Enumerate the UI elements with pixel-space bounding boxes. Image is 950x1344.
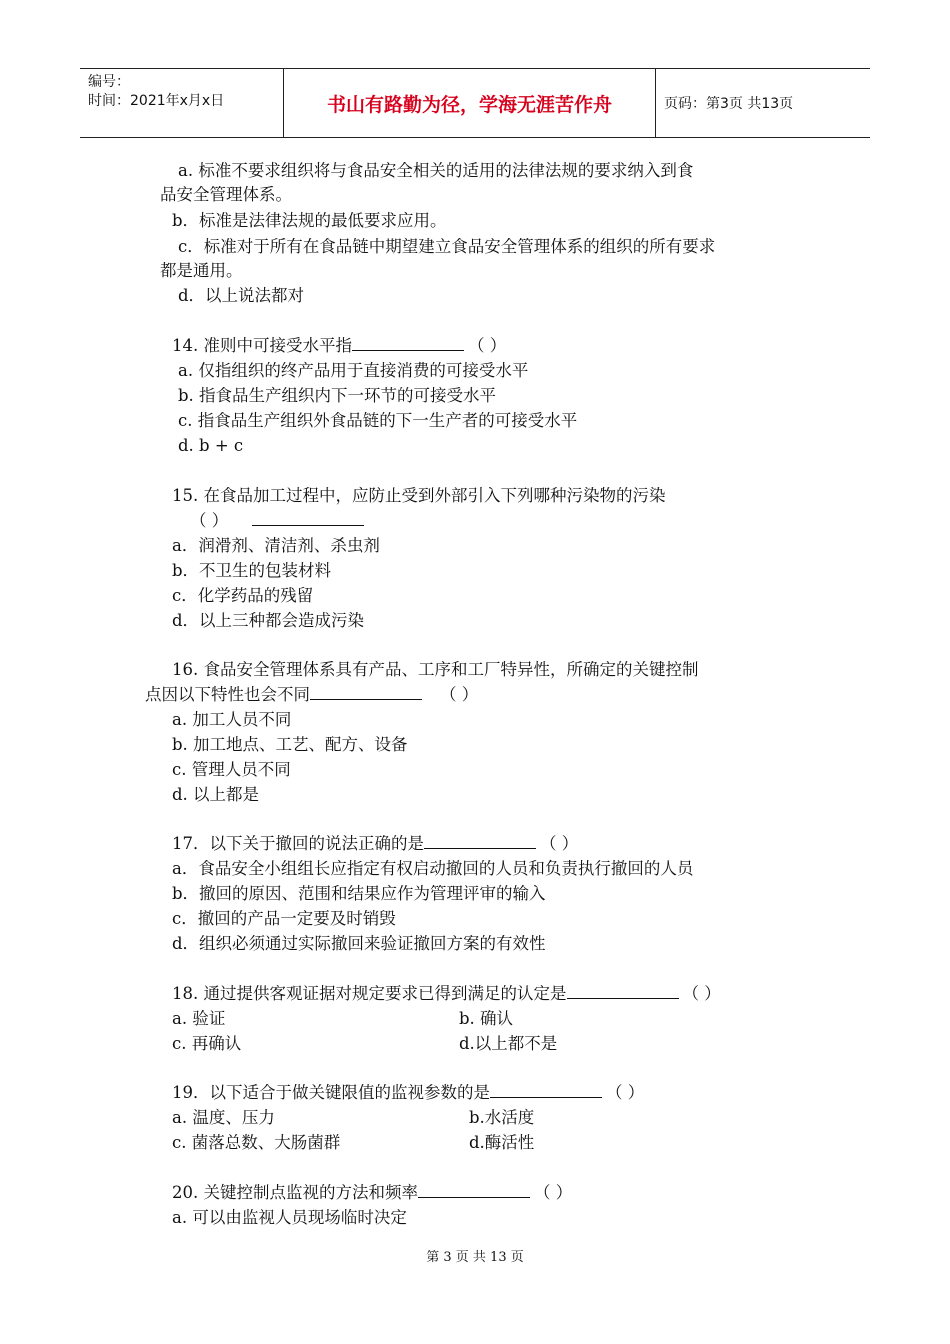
option-text: 品安全管理体系。 bbox=[160, 185, 292, 204]
header-meta bbox=[80, 69, 283, 137]
option-text: d．以上说法都对 bbox=[178, 286, 305, 305]
option-text: c．标准对于所有在食品链中期望建立食品安全管理体系的组织的所有要求 bbox=[178, 237, 716, 256]
option-a: a. 仅指组织的终产品用于直接消费的可接受水平 bbox=[178, 361, 529, 380]
option-text: a. 标准不要求组织将与食品安全相关的适用的法律法规的要求纳入到食 bbox=[178, 161, 694, 180]
answer-paren: （ ） bbox=[540, 834, 579, 853]
answer-blank bbox=[418, 1182, 530, 1198]
option-b: b.水活度 bbox=[469, 1108, 535, 1127]
option-b: b．不卫生的包装材料 bbox=[172, 561, 332, 580]
question-text: 19．以下适合于做关键限值的监视参数的是 bbox=[172, 1083, 490, 1102]
question-14 bbox=[172, 335, 506, 357]
question-15: 15. 在食品加工过程中，应防止受到外部引入下列哪种污染物的污染 bbox=[172, 486, 666, 505]
answer-paren: （ ） bbox=[682, 984, 721, 1003]
question-16-tail bbox=[145, 684, 478, 706]
header-motto: 书山有路勤为径，学海无涯苦作舟 bbox=[283, 69, 656, 137]
option-a: a. 可以由监视人员现场临时决定 bbox=[172, 1208, 407, 1227]
answer-blank bbox=[567, 983, 679, 999]
question-text: 20. 关键控制点监视的方法和频率 bbox=[172, 1183, 418, 1202]
question-16: 16. 食品安全管理体系具有产品、工序和工厂特异性，所确定的关键控制 bbox=[172, 660, 699, 679]
question-text: 18. 通过提供客观证据对规定要求已得到满足的认定是 bbox=[172, 984, 567, 1003]
option-c: c. 菌落总数、大肠菌群 bbox=[172, 1133, 341, 1152]
option-text: 都是通用。 bbox=[160, 261, 243, 280]
answer-blank bbox=[252, 510, 364, 526]
option-text: b．标准是法律法规的最低要求应用。 bbox=[172, 211, 447, 230]
header-page-info: 页码：第3页 共13页 bbox=[664, 96, 794, 112]
answer-paren: （ ） bbox=[534, 1183, 573, 1202]
option-a: a．润滑剂、清洁剂、杀虫剂 bbox=[172, 536, 380, 555]
page-header bbox=[80, 68, 870, 138]
option-c: c. 管理人员不同 bbox=[172, 760, 291, 779]
option-d: d．组织必须通过实际撤回来验证撤回方案的有效性 bbox=[172, 934, 546, 953]
page-footer: 第 3 页 共 13 页 bbox=[426, 1250, 524, 1265]
question-17 bbox=[172, 833, 578, 855]
question-text: 17．以下关于撤回的说法正确的是 bbox=[172, 834, 424, 853]
option-c: c. 再确认 bbox=[172, 1034, 242, 1053]
answer-blank bbox=[424, 833, 536, 849]
option-d: d. b + c bbox=[178, 436, 244, 455]
answer-paren: （ ） bbox=[440, 685, 479, 704]
option-d: d.以上都不是 bbox=[459, 1034, 558, 1053]
option-c: c．化学药品的残留 bbox=[172, 586, 314, 605]
code-label: 编号： bbox=[88, 74, 130, 90]
answer-blank bbox=[310, 684, 422, 700]
question-20 bbox=[172, 1182, 572, 1204]
answer-paren: （ ） bbox=[190, 511, 229, 530]
question-text: 点因以下特性也会不同 bbox=[145, 685, 310, 704]
answer-blank bbox=[352, 335, 464, 351]
question-text: 14. 准则中可接受水平指 bbox=[172, 336, 352, 355]
option-a: a. 温度、压力 bbox=[172, 1108, 275, 1127]
option-d: d.酶活性 bbox=[469, 1133, 535, 1152]
answer-paren: （ ） bbox=[468, 336, 507, 355]
option-b: b. 确认 bbox=[459, 1009, 514, 1028]
option-c: c．撤回的产品一定要及时销毁 bbox=[172, 909, 396, 928]
option-a: a．食品安全小组组长应指定有权启动撤回的人员和负责执行撤回的人员 bbox=[172, 859, 694, 878]
option-a: a. 验证 bbox=[172, 1009, 226, 1028]
option-c: c. 指食品生产组织外食品链的下一生产者的可接受水平 bbox=[178, 411, 578, 430]
option-d: d．以上三种都会造成污染 bbox=[172, 611, 365, 630]
answer-blank bbox=[490, 1082, 602, 1098]
question-15-tail bbox=[190, 510, 368, 532]
option-d: d. 以上都是 bbox=[172, 785, 260, 804]
question-18 bbox=[172, 983, 721, 1005]
option-b: b. 指食品生产组织内下一环节的可接受水平 bbox=[178, 386, 497, 405]
option-b: b．撤回的原因、范围和结果应作为管理评审的输入 bbox=[172, 884, 546, 903]
answer-paren: （ ） bbox=[606, 1083, 645, 1102]
time-label: 时间：2021年x月x日 bbox=[88, 93, 225, 109]
option-b: b. 加工地点、工艺、配方、设备 bbox=[172, 735, 408, 754]
option-a: a. 加工人员不同 bbox=[172, 710, 292, 729]
question-19 bbox=[172, 1082, 644, 1104]
